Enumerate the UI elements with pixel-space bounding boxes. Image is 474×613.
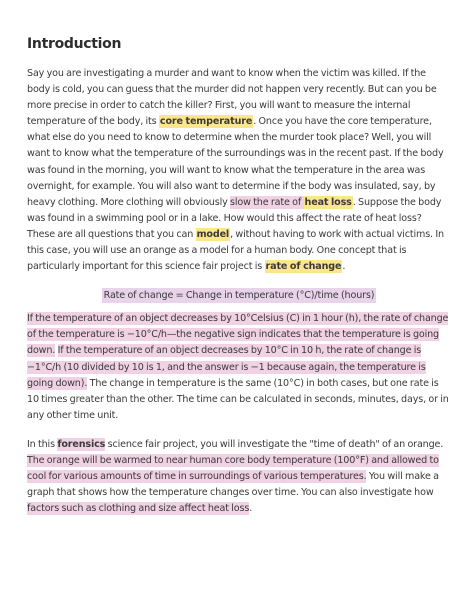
text-segment: . Suppose the body was found in a swimming pool or in a lake. How would this affect the rate of heat loss? These are all questions that you can <box>27 196 442 240</box>
text-segment: The change in temperature is the same (10°C) in both cases, but one rate is 10 times greater than the other. The time can be calculated in seconds, minutes, days, or in any other time unit. <box>27 377 449 421</box>
keyword-rate-of-change: rate of change <box>265 261 342 273</box>
formula-block <box>27 283 451 302</box>
highlight-factors: factors such as clothing and size affect heat loss <box>27 503 250 515</box>
highlight-orange-warmed: The orange will be warmed to near human core body temperature (100°F) and allowed to cool for various amounts of time in surroundings of various temperatures. <box>27 454 439 483</box>
rate-example-paragraph <box>27 311 451 424</box>
project-paragraph <box>27 437 451 517</box>
text-segment: science fair project, you will investigate the "time of death" of an orange. <box>105 438 444 450</box>
keyword-model: model <box>196 228 230 240</box>
rate-of-change-formula: Rate of change = Change in temperature (°C)/time (hours) <box>103 290 375 302</box>
keyword-core-temperature: core temperature <box>159 116 253 128</box>
text-segment: . Once you have the core temperature, what else do you need to know to determine when the murder took place? Well, you will want to know what the temperature of the surroundings was in the recent past. If the body was found in the morning, you will want to know what the temperature in the area was overnight, for example. You will also want to determine if the body was insulated, say, by heavy clothing. More clothing will obviously <box>27 116 444 208</box>
keyword-forensics: forensics <box>57 438 106 450</box>
text-segment: . <box>342 261 346 273</box>
highlight-slow-rate: slow the rate of <box>230 196 304 208</box>
highlight-example-2: If the temperature of an object decreases by 10°C in 10 h, the rate of change is −1°C/h (10 divided by 10 is 1, and the answer is −1 because again, the temperature is going down). <box>27 345 426 389</box>
intro-paragraph <box>27 66 451 275</box>
highlight-example-1: If the temperature of an object decreases by 10°Celsius (C) in 1 hour (h), the rate of change of the temperature is −10°C/h—the negative sign indicates that the temperature is going down. <box>27 313 449 357</box>
keyword-heat-loss: heat loss <box>304 196 352 208</box>
text-segment: Say you are investigating a murder and want to know when the victim was killed. If the body is cold, you can guess that the murder did not happen very recently. But can you be more precise in order to catch the killer? First, you will want to measure the internal temperature of the body, its <box>27 68 437 128</box>
section-heading: Introduction <box>27 36 122 52</box>
text-segment: , without having to work with actual victims. In this case, you will use an orange as a model for a human body. One concept that is particularly important for this science fair project is <box>27 228 444 273</box>
document <box>27 36 451 517</box>
text-segment: In this <box>27 438 58 450</box>
text-segment: . <box>249 503 253 515</box>
text-segment: You will make a graph that shows how the temperature changes over time. You can also investigate how <box>27 471 439 499</box>
